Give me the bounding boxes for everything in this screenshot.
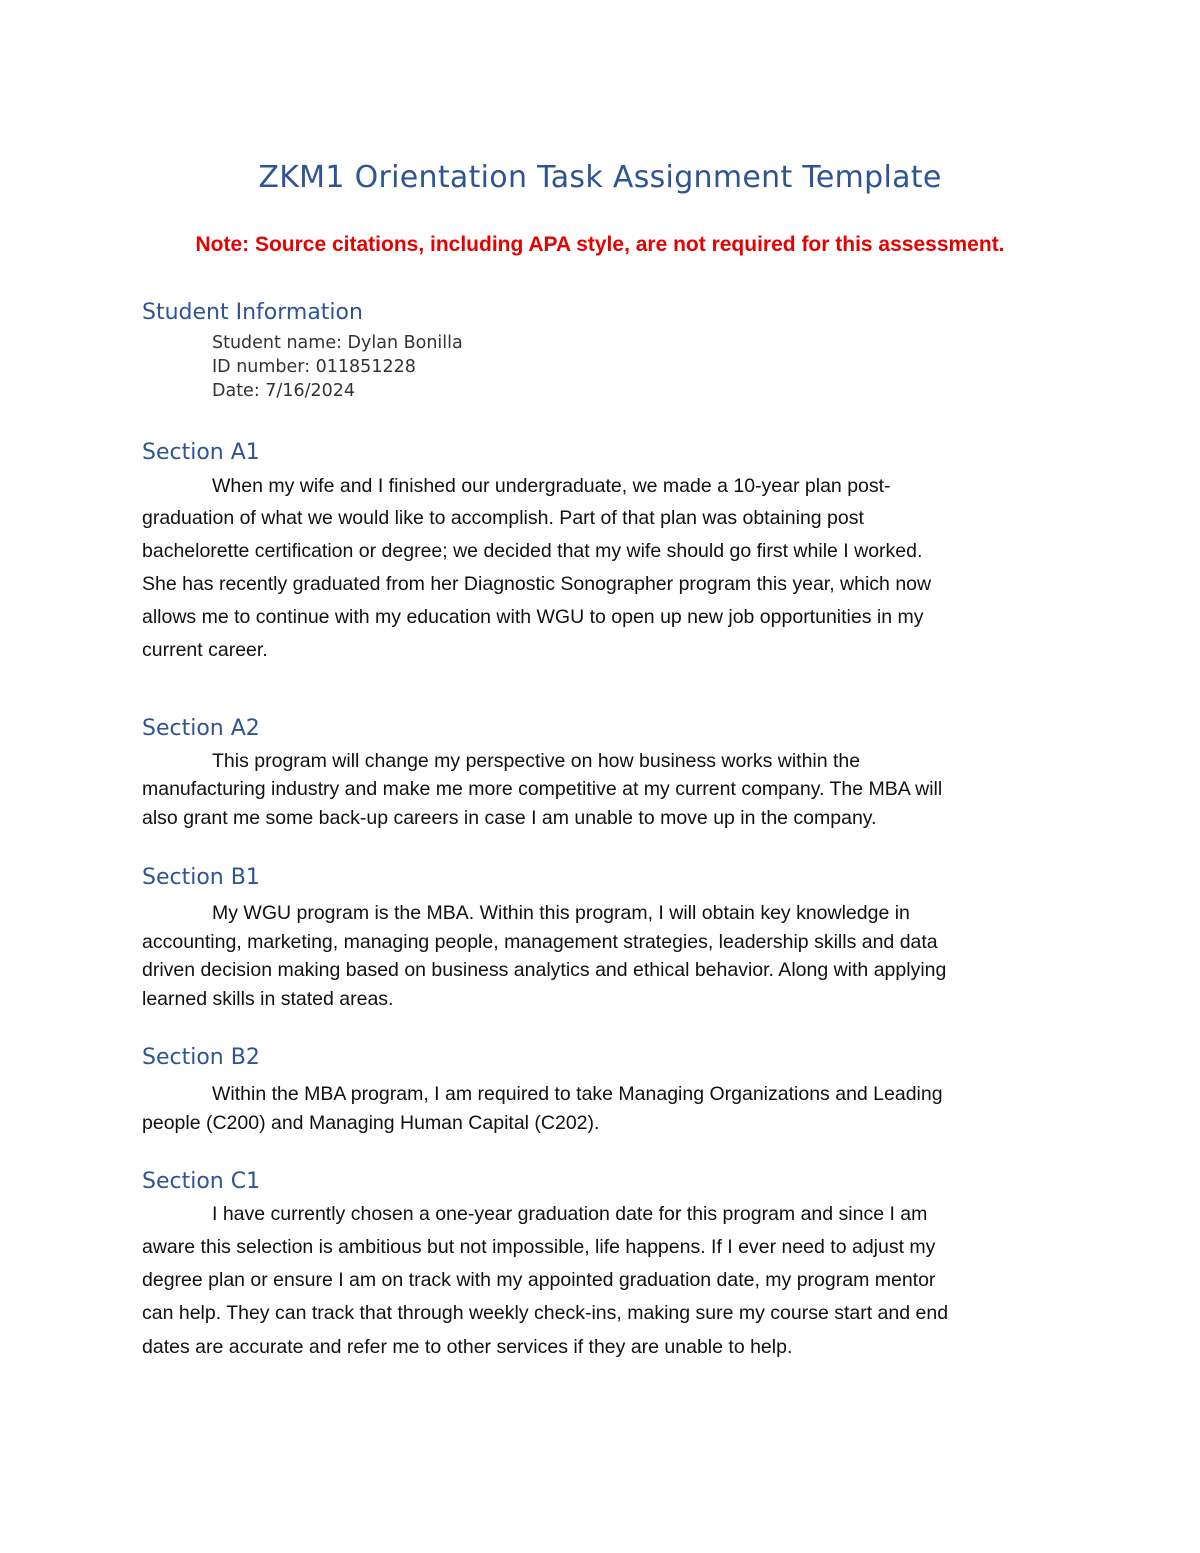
section-b2-line: Within the MBA program, I am required to take Managing Organizations and Leading [212, 1083, 943, 1105]
section-a2-line: This program will change my perspective on how business works within the [212, 750, 861, 772]
student-info-heading: Student Information [142, 300, 363, 325]
assessment-note: Note: Source citations, including APA style, are not required for this assessment. [195, 233, 1005, 256]
section-b1-line: learned skills in stated areas. [142, 988, 394, 1010]
student-id: ID number: 011851228 [212, 357, 416, 377]
section-a1-line: current career. [142, 639, 268, 661]
section-a1-line: When my wife and I finished our undergraduate, we made a 10-year plan post- [212, 475, 891, 497]
section-b2-line: people (C200) and Managing Human Capital (C202). [142, 1112, 600, 1134]
section-a1-line: She has recently graduated from her Diagnostic Sonographer program this year, which now [142, 573, 932, 595]
section-a2-line: manufacturing industry and make me more competitive at my current company. The MBA will [142, 778, 943, 800]
section-a2-heading: Section A2 [142, 716, 260, 741]
document-title: ZKM1 Orientation Task Assignment Template [258, 160, 942, 195]
section-c1-heading: Section C1 [142, 1169, 261, 1194]
section-b1-heading: Section B1 [142, 865, 260, 890]
section-b2-heading: Section B2 [142, 1045, 260, 1070]
section-a1-line: allows me to continue with my education with WGU to open up new job opportunities in my [142, 606, 924, 628]
student-name: Student name: Dylan Bonilla [212, 333, 463, 353]
section-c1-line: degree plan or ensure I am on track with my appointed graduation date, my program mentor [142, 1269, 936, 1291]
section-a1-line: graduation of what we would like to accomplish. Part of that plan was obtaining post [142, 507, 864, 529]
section-b1-line: My WGU program is the MBA. Within this program, I will obtain key knowledge in [212, 902, 910, 924]
section-a2-line: also grant me some back-up careers in case I am unable to move up in the company. [142, 807, 877, 829]
submission-date: Date: 7/16/2024 [212, 381, 356, 401]
section-a1-heading: Section A1 [142, 440, 260, 465]
section-c1-line: dates are accurate and refer me to other services if they are unable to help. [142, 1336, 793, 1358]
section-c1-line: I have currently chosen a one-year graduation date for this program and since I am [212, 1203, 928, 1225]
section-b1-line: accounting, marketing, managing people, management strategies, leadership skills and data [142, 931, 938, 953]
section-c1-line: aware this selection is ambitious but not impossible, life happens. If I ever need to adjust my [142, 1236, 936, 1258]
section-c1-line: can help. They can track that through weekly check-ins, making sure my course start and end [142, 1302, 949, 1324]
section-b1-line: driven decision making based on business analytics and ethical behavior. Along with applying [142, 959, 947, 981]
section-a1-line: bachelorette certification or degree; we decided that my wife should go first while I worked. [142, 540, 923, 562]
